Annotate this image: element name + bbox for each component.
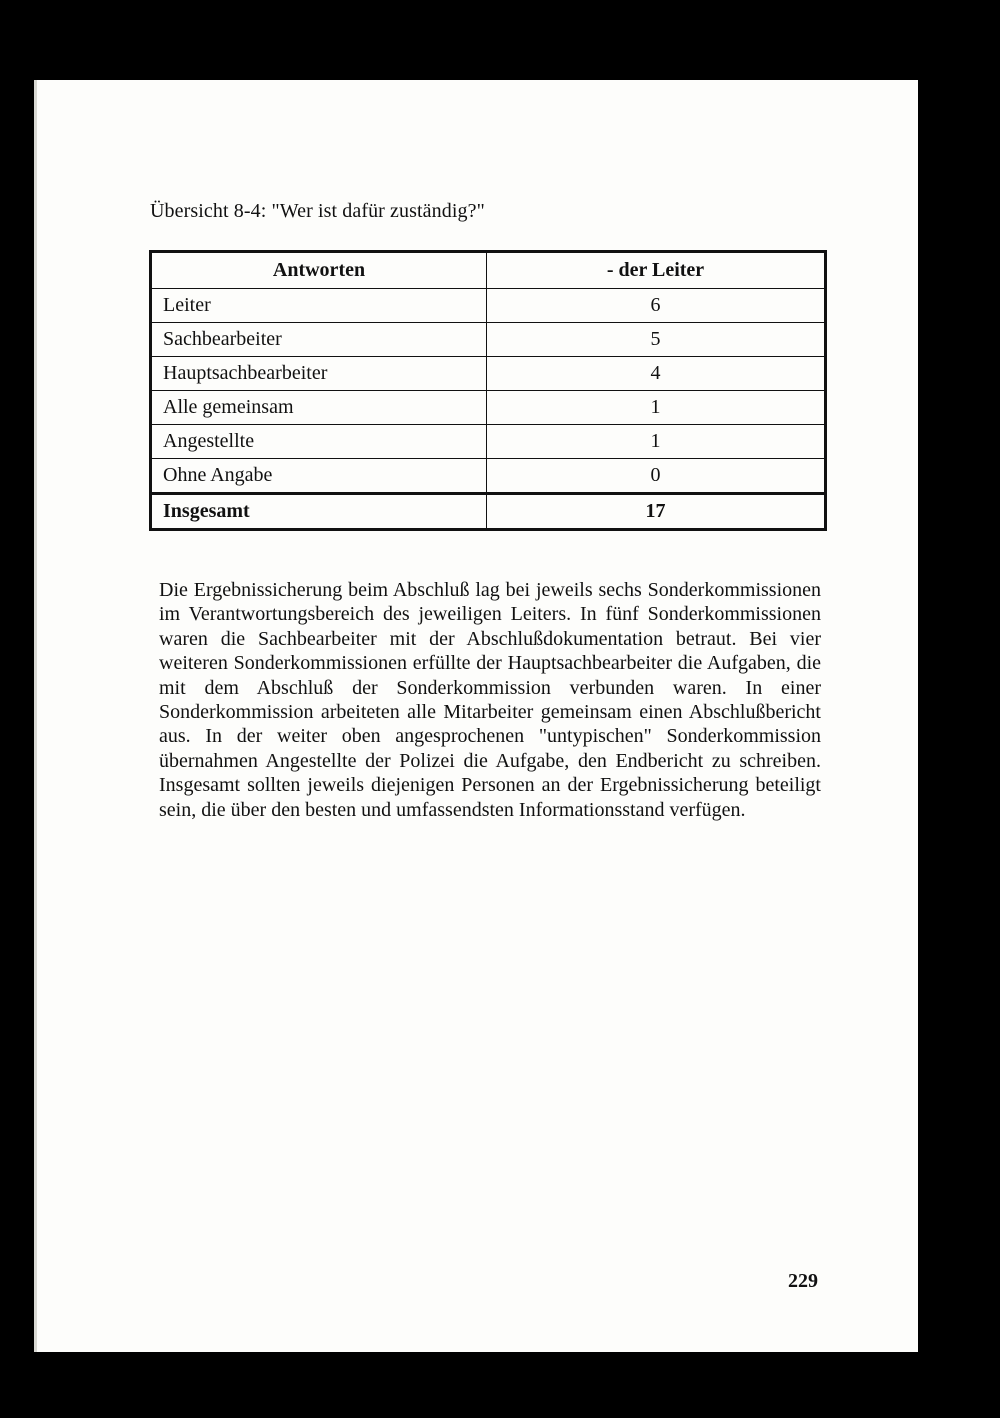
- row-label: Ohne Angabe: [151, 459, 487, 494]
- total-label: Insgesamt: [151, 494, 487, 530]
- results-table: [149, 250, 827, 531]
- table-total-row: [151, 494, 826, 530]
- table-row: [151, 459, 826, 494]
- row-value: 0: [487, 459, 826, 494]
- row-label: Hauptsachbearbeiter: [151, 357, 487, 391]
- total-value: 17: [487, 494, 826, 530]
- row-value: 1: [487, 391, 826, 425]
- page-edge: [34, 80, 37, 1352]
- row-value: 5: [487, 323, 826, 357]
- table-row: [151, 357, 826, 391]
- row-value: 6: [487, 289, 826, 323]
- body-paragraph: Die Ergebnissicherung beim Abschluß lag bei jeweils sechs Sonderkommissionen im Verantwortungsbereich des jeweiligen Leiters. In fünf Sonderkommissionen waren die Sachbearbeiter mit der Abschlußdokumentation betraut. Bei vier weiteren Sonderkommissionen erfüllte der Hauptsachbearbeiter die Aufgaben, die mit dem Abschluß der Sonderkommission verbunden waren. In einer Sonderkommission arbeiteten alle Mitarbeiter gemeinsam einen Abschlußbericht aus. In der weiter oben angesprochenen "untypischen" Sonderkommission übernahmen Angestellte der Polizei die Aufgabe, den Endbericht zu schreiben. Insgesamt sollten jeweils diejenigen Personen an der Ergebnissicherung beteiligt sein, die über den besten und umfassendsten Informationsstand verfügen.: [159, 579, 821, 821]
- header-answers: Antworten: [151, 252, 487, 289]
- page-number: 229: [788, 1270, 818, 1292]
- row-label: Alle gemeinsam: [151, 391, 487, 425]
- row-label: Sachbearbeiter: [151, 323, 487, 357]
- table-row: [151, 289, 826, 323]
- table-row: [151, 323, 826, 357]
- table-row: [151, 391, 826, 425]
- row-label: Leiter: [151, 289, 487, 323]
- header-leader: - der Leiter: [487, 252, 826, 289]
- row-label: Angestellte: [151, 425, 487, 459]
- table-row: [151, 425, 826, 459]
- table-header-row: [151, 252, 826, 289]
- row-value: 1: [487, 425, 826, 459]
- table-caption: Übersicht 8-4: "Wer ist dafür zuständig?": [150, 200, 485, 222]
- row-value: 4: [487, 357, 826, 391]
- document-page: [34, 80, 918, 1352]
